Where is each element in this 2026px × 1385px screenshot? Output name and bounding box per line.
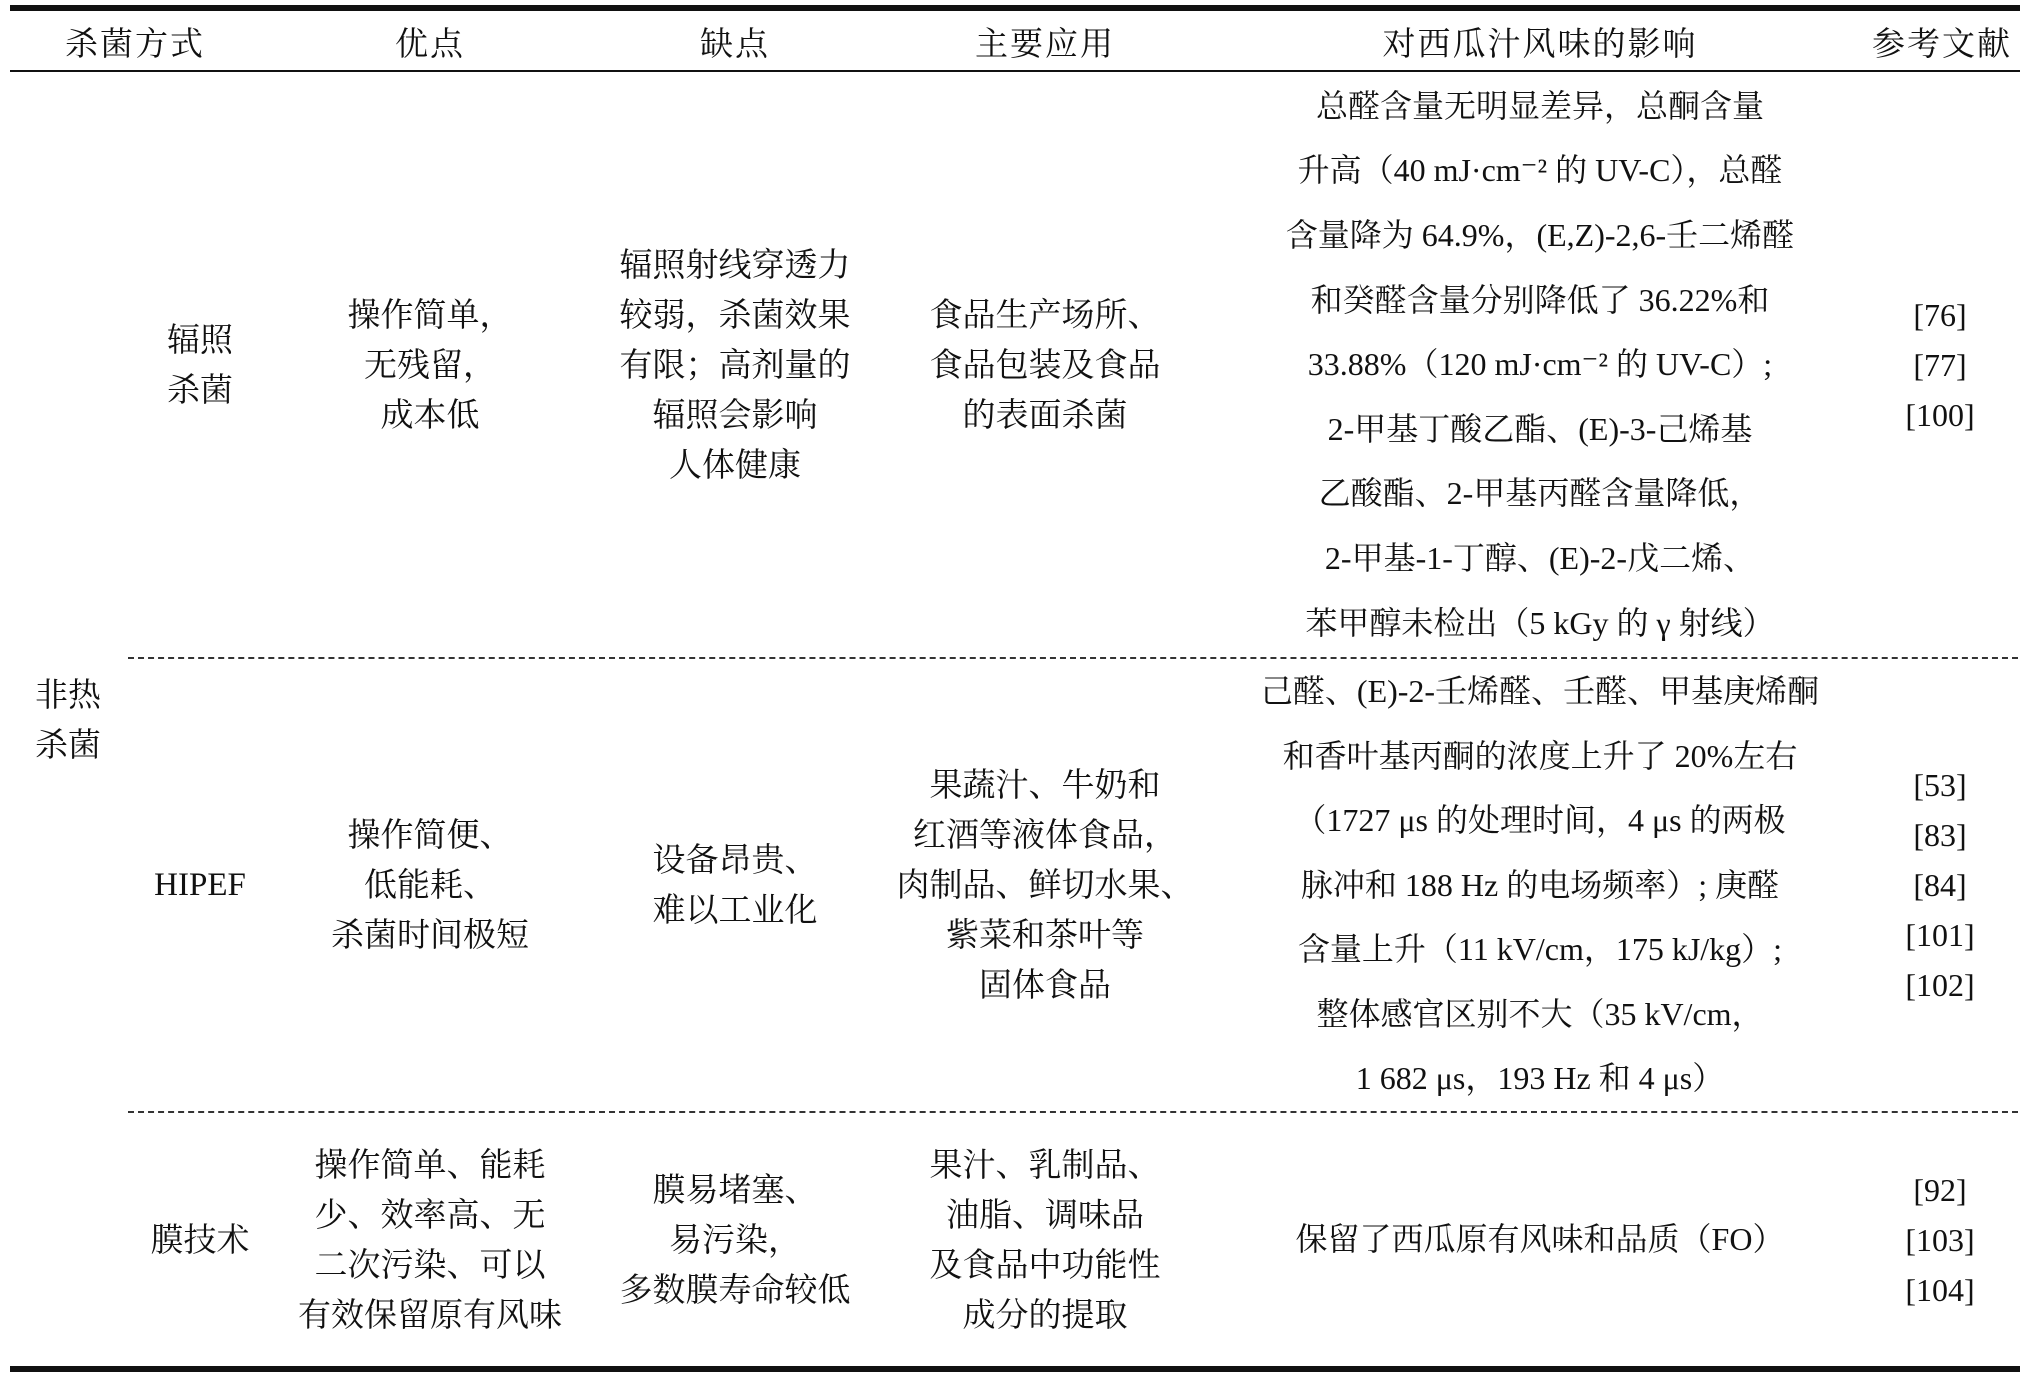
row-advantages: 操作简便、 低能耗、 杀菌时间极短 [331,815,529,954]
row-disadvantages: 膜易堵塞、 易污染， 多数膜寿命较低 [619,1169,851,1309]
row-advantages: 操作简单， 无残留， 成本低 [347,294,513,434]
row-disadvantages: 设备昂贵、 难以工业化 [652,840,818,929]
row-refs: [76] [77] [100] [1905,296,1975,433]
header-disadvantages: 缺点 [700,23,770,63]
row-refs: [92] [103] [104] [1905,1171,1975,1308]
row-advantages: 操作简单、能耗 少、效率高、无 二次污染、可以 有效保留原有风味 [298,1144,562,1334]
header-applications: 主要应用 [975,23,1115,63]
header-refs: 参考文献 [1872,23,2012,63]
row-flavor: 总醛含量无明显差异，总酮含量 升高（40 mJ·cm⁻² 的 UV-C），总醛 含量降为 64.9%，(E,Z)-2,6-壬二烯醛 和癸醛含量分别降低了 36.22%和 33.88%（120 mJ·cm⁻² 的 UV-C）; 2-甲基丁酸乙酯、(E)-3-己烯基 乙酸酯、2-甲基丙醛含量降低， 2-甲基-1-丁醇、(E)-2-戊二烯、 苯甲醇未检出（5 kGy 的 γ 射线） [1285,87,1795,641]
header-flavor: 对西瓜汁风味的影响 [1382,23,1698,63]
bottom-rule [10,1366,2020,1372]
row-method: HIPEF [154,867,246,903]
row-refs: [53] [83] [84] [101] [102] [1905,767,1975,1003]
header-method: 杀菌方式 [65,23,205,63]
header-advantages: 优点 [395,23,465,63]
row-flavor: 保留了西瓜原有风味和品质（FO） [1295,1221,1785,1258]
row-applications: 果汁、乳制品、 油脂、调味品 及食品中功能性 成分的提取 [929,1144,1161,1334]
group-label: 非热 杀菌 [35,675,101,764]
row-flavor: 己醛、(E)-2-壬烯醛、壬醛、甲基庚烯酮 和香叶基丙酮的浓度上升了 20%左右 （1727 μs 的处理时间，4 μs 的两极 脉冲和 188 Hz 的电场频率）; 庚醛 含量上升（11 kV/cm，175 kJ/kg）; 整体感官区别不大（35 kV/cm， 1 682 μs，193 Hz 和 4 μs） [1260,672,1820,1097]
row-applications: 食品生产场所、 食品包装及食品 的表面杀菌 [929,294,1161,434]
row-applications: 果蔬汁、牛奶和 红酒等液体食品， 肉制品、鲜切水果、 紫菜和茶叶等 固体食品 [896,765,1194,1004]
row-disadvantages: 辐照射线穿透力 较弱，杀菌效果 有限；高剂量的 辐照会影响 人体健康 [619,244,851,484]
row-method: 膜技术 [150,1219,250,1259]
top-rule [10,5,2020,11]
row-method: 辐照 杀菌 [167,319,233,409]
